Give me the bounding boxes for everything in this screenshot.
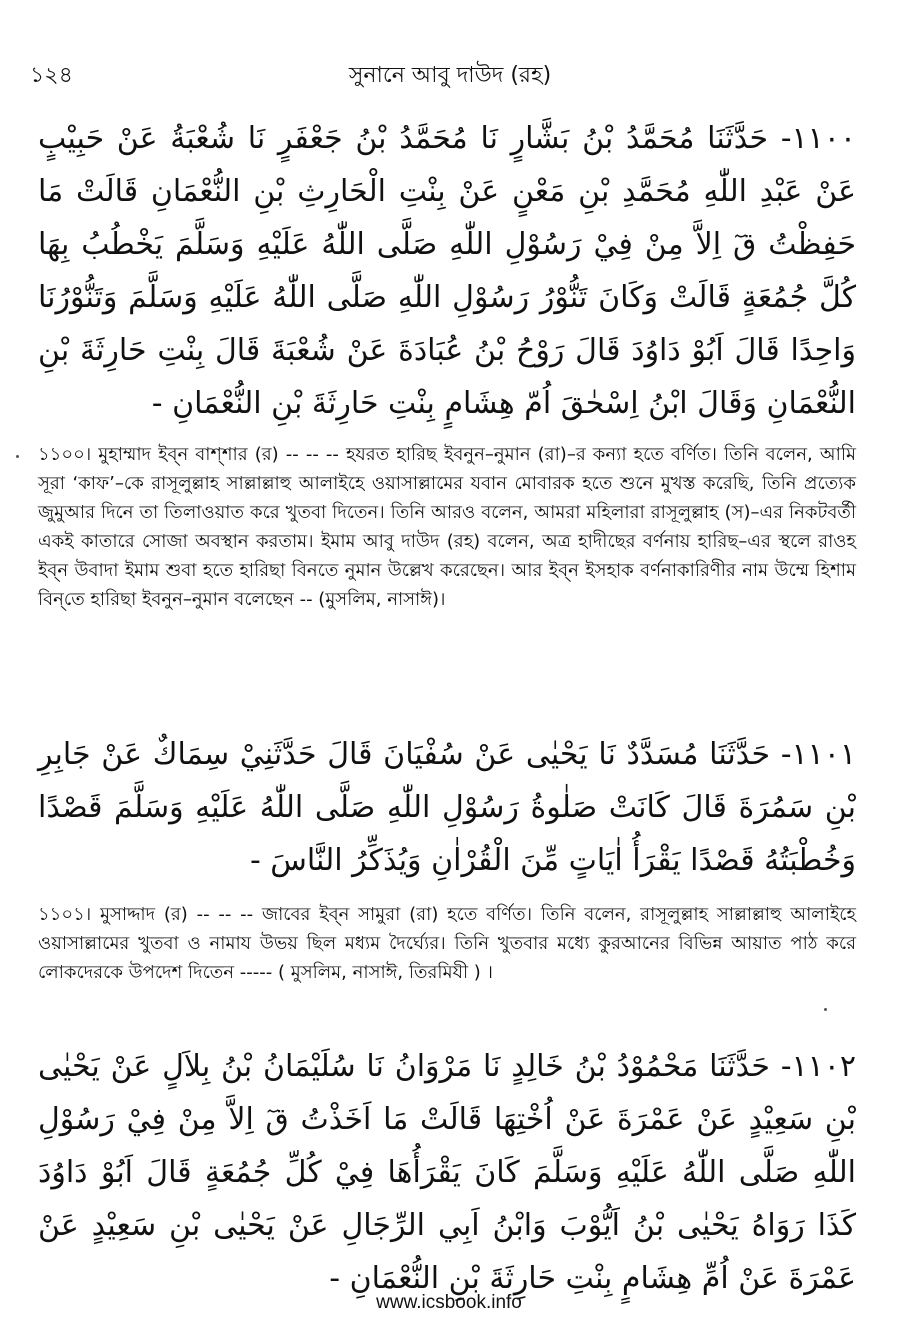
hadith-1101-arabic: ١١٠١- حَدَّثَنَا مُسَدَّدٌ نَا يَحْيٰى عَنْ سُفْيَانَ قَالَ حَدَّثَنِيْ سِمَاكٌ عَنْ جَابِرِ بْنِ سَمُرَةَ قَالَ كَانَتْ صَلٰوةُ رَسُوْلِ اللّٰهِ صَلَّى اللّٰهُ عَلَيْهِ وَسَلَّمَ قَصْدًا وَخُطْبَتُهُ قَصْدًا يَقْرَأُ اٰيَاتٍ مِّنَ الْقُرْاٰنِ وَيُذَكِّرُ النَّاسَ - [38,737,856,878]
hadith-1102-arabic: ١١٠٢- حَدَّثَنَا مَحْمُوْدُ بْنُ خَالِدٍ نَا مَرْوَانُ نَا سُلَيْمَانُ بْنُ بِلاَلٍ عَنْ يَحْيٰى بْنِ سَعِيْدٍ عَنْ عَمْرَةَ عَنْ اُخْتِهَا قَالَتْ مَا اَخَذْتُ قٓ اِلاَّ مِنْ فِيْ رَسُوْلِ اللّٰهِ صَلَّى اللّٰهُ عَلَيْهِ وَسَلَّمَ كَانَ يَقْرَأُهَا فِيْ كُلِّ جُمُعَةٍ قَالَ اَبُوْ دَاوُدَ كَذَا رَوَاهُ يَحْيٰى بْنُ اَيُّوْبَ وَابْنُ اَبِي الرِّجَالِ عَنْ يَحْيٰى بْنِ سَعِيْدٍ عَنْ عَمْرَةَ عَنْ اُمِّ هِشَامٍ بِنْتِ حَارِثَةَ بْنِ النُّعْمَانِ - [38,1049,856,1296]
hadith-1100-bengali: ১১০০। মুহাম্মাদ ইব্‌ন বাশ্‌শার (র) -- -- -- হযরত হারিছ ইবনুন–নুমান (রা)–র কন্যা হতে বর্ণিত। তিনি বলেন, আমি সূরা ‘কাফ’–কে রাসূলুল্লাহ সাল্লাল্লাহু আলাইহে ওয়াসাল্লামের যবান মোবারক হতে শুনে মুখস্ত করেছি, তিনি প্রত্যেক জুমুআর দিনে তা তিলাওয়াত করে খুতবা দিতেন। তিনি আরও বলেন, আমরা মহিলারা রাসূলুল্লাহ (স)–এর নিকটবর্তী একই কাতারে সোজা অবস্থান করতাম। ইমাম আবু দাউদ (রহ) বলেন, অত্র হাদীছের বর্ণনায় হারিছ–এর স্থলে রাওহ ইব্‌ন উবাদা ইমাম শুবা হতে হারিছা বিনতে নুমান উল্লেখ করেছেন। আর ইব্‌ন ইসহাক বর্ণনাকারিণীর নাম উম্মে হিশাম বিন্‌তে হারিছা ইবনুন–নুমান বলেছেন -- (মুসলিম, নাসাঈ)। [38,444,856,610]
margin-dot [824,1008,827,1011]
hadith-1100-arabic: ١١٠٠- حَدَّثَنَا مُحَمَّدُ بْنُ بَشَّارٍ نَا مُحَمَّدُ بْنُ جَعْفَرٍ نَا شُعْبَةُ عَنْ حَبِيْبٍ عَنْ عَبْدِ اللّٰهِ مُحَمَّدِ بْنِ مَعْنٍ عَنْ بِنْتِ الْحَارِثِ بْنِ النُّعْمَانِ قَالَتْ مَا حَفِظْتُ قٓ اِلاَّ مِنْ فِيْ رَسُوْلِ اللّٰهِ صَلَّى اللّٰهُ عَلَيْهِ وَسَلَّمَ يَخْطُبُ بِهَا كُلَّ جُمُعَةٍ قَالَتْ وَكَانَ تَنُّوْرُ رَسُوْلِ اللّٰهِ صَلَّى اللّٰهُ عَلَيْهِ وَسَلَّمَ وَتَنُّوْرُنَا وَاحِدًا قَالَ اَبُوْ دَاوُدَ قَالَ رَوْحُ بْنُ عُبَادَةَ عَنْ شُعْبَةَ قَالَ بِنْتِ حَارِثَةَ بْنِ النُّعْمَانِ وَقَالَ ابْنُ اِسْحٰقَ اُمّ هِشَامٍ بِنْتِ حَارِثَةَ بْنِ النُّعْمَانِ - [38,121,856,421]
page-header [30,58,870,98]
running-title: সুনানে আবু দাউদ (রহ) [348,63,552,88]
hadith-1101-bengali: ১১০১। মুসাদ্দাদ (র) -- -- -- জাবের ইব্‌ন সামুরা (রা) হতে বর্ণিত। তিনি বলেন, রাসূলুল্লাহ সাল্লাল্লাহু আলাইহে ওয়াসাল্লামের খুতবা ও নামায উভয় ছিল মধ্যম দৈর্ঘ্যের। তিনি খুতবার মধ্যে কুরআনের বিভিন্ন আয়াত পাঠ করে লোকদেরকে উপদেশ দিতেন ----- ( মুসলিম, নাসাঈ, তিরমিযী ) । [38,904,856,983]
footer-url: www.icsbook.info [376,1292,522,1313]
margin-dot [16,455,19,458]
page-number: ১২৪ [30,63,73,88]
